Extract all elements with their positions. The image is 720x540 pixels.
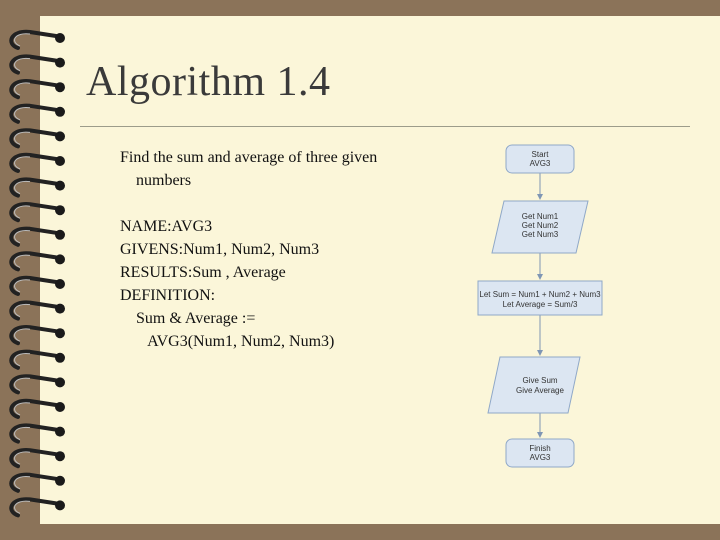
- spiral-ring: [11, 204, 65, 220]
- flowchart: [470, 135, 610, 475]
- spiral-ring: [11, 499, 65, 515]
- slide-title: Algorithm 1.4: [86, 59, 331, 105]
- spiral-ring: [11, 179, 65, 195]
- spiral-ring: [11, 253, 65, 269]
- spiral-ring: [11, 352, 65, 368]
- process-label: Let Average = Sum/3: [502, 300, 578, 309]
- spiral-ring: [11, 155, 65, 171]
- spiral-ring: [11, 401, 65, 417]
- output-node: [488, 357, 580, 413]
- body-line: GIVENS:Num1, Num2, Num3: [120, 241, 320, 258]
- finish-label: Finish: [529, 444, 551, 453]
- body-line: NAME:AVG3: [120, 218, 213, 235]
- spiral-binding: [0, 0, 80, 540]
- input-label: Get Num3: [521, 230, 559, 239]
- input-label: Get Num1: [521, 212, 559, 221]
- start-label: Start: [531, 150, 549, 159]
- spiral-ring: [11, 229, 65, 245]
- title-divider: [80, 126, 690, 127]
- output-label: Give Average: [516, 386, 564, 395]
- slide-body: [120, 146, 377, 353]
- spiral-ring: [11, 278, 65, 294]
- start-label: AVG3: [529, 159, 551, 168]
- spiral-ring: [11, 130, 65, 146]
- process-label: Let Sum = Num1 + Num2 + Num3: [479, 290, 601, 299]
- body-line: [120, 192, 377, 215]
- finish-label: AVG3: [529, 453, 551, 462]
- body-line: DEFINITION:: [120, 287, 216, 304]
- spiral-ring: [11, 56, 65, 72]
- body-line: numbers: [120, 172, 192, 189]
- output-label: Give Sum: [522, 376, 558, 385]
- spiral-ring: [11, 475, 65, 491]
- spiral-ring: [11, 81, 65, 97]
- body-line: Sum & Average :=: [120, 310, 256, 327]
- spiral-ring: [11, 425, 65, 441]
- spiral-ring: [11, 106, 65, 122]
- body-line: RESULTS:Sum , Average: [120, 264, 286, 281]
- input-label: Get Num2: [521, 221, 559, 230]
- spiral-ring: [11, 327, 65, 343]
- spiral-ring: [11, 376, 65, 392]
- body-line: AVG3(Num1, Num2, Num3): [120, 333, 335, 350]
- spiral-ring: [11, 450, 65, 466]
- spiral-ring: [11, 302, 65, 318]
- spiral-ring: [11, 32, 65, 48]
- body-line: Find the sum and average of three given: [120, 149, 378, 166]
